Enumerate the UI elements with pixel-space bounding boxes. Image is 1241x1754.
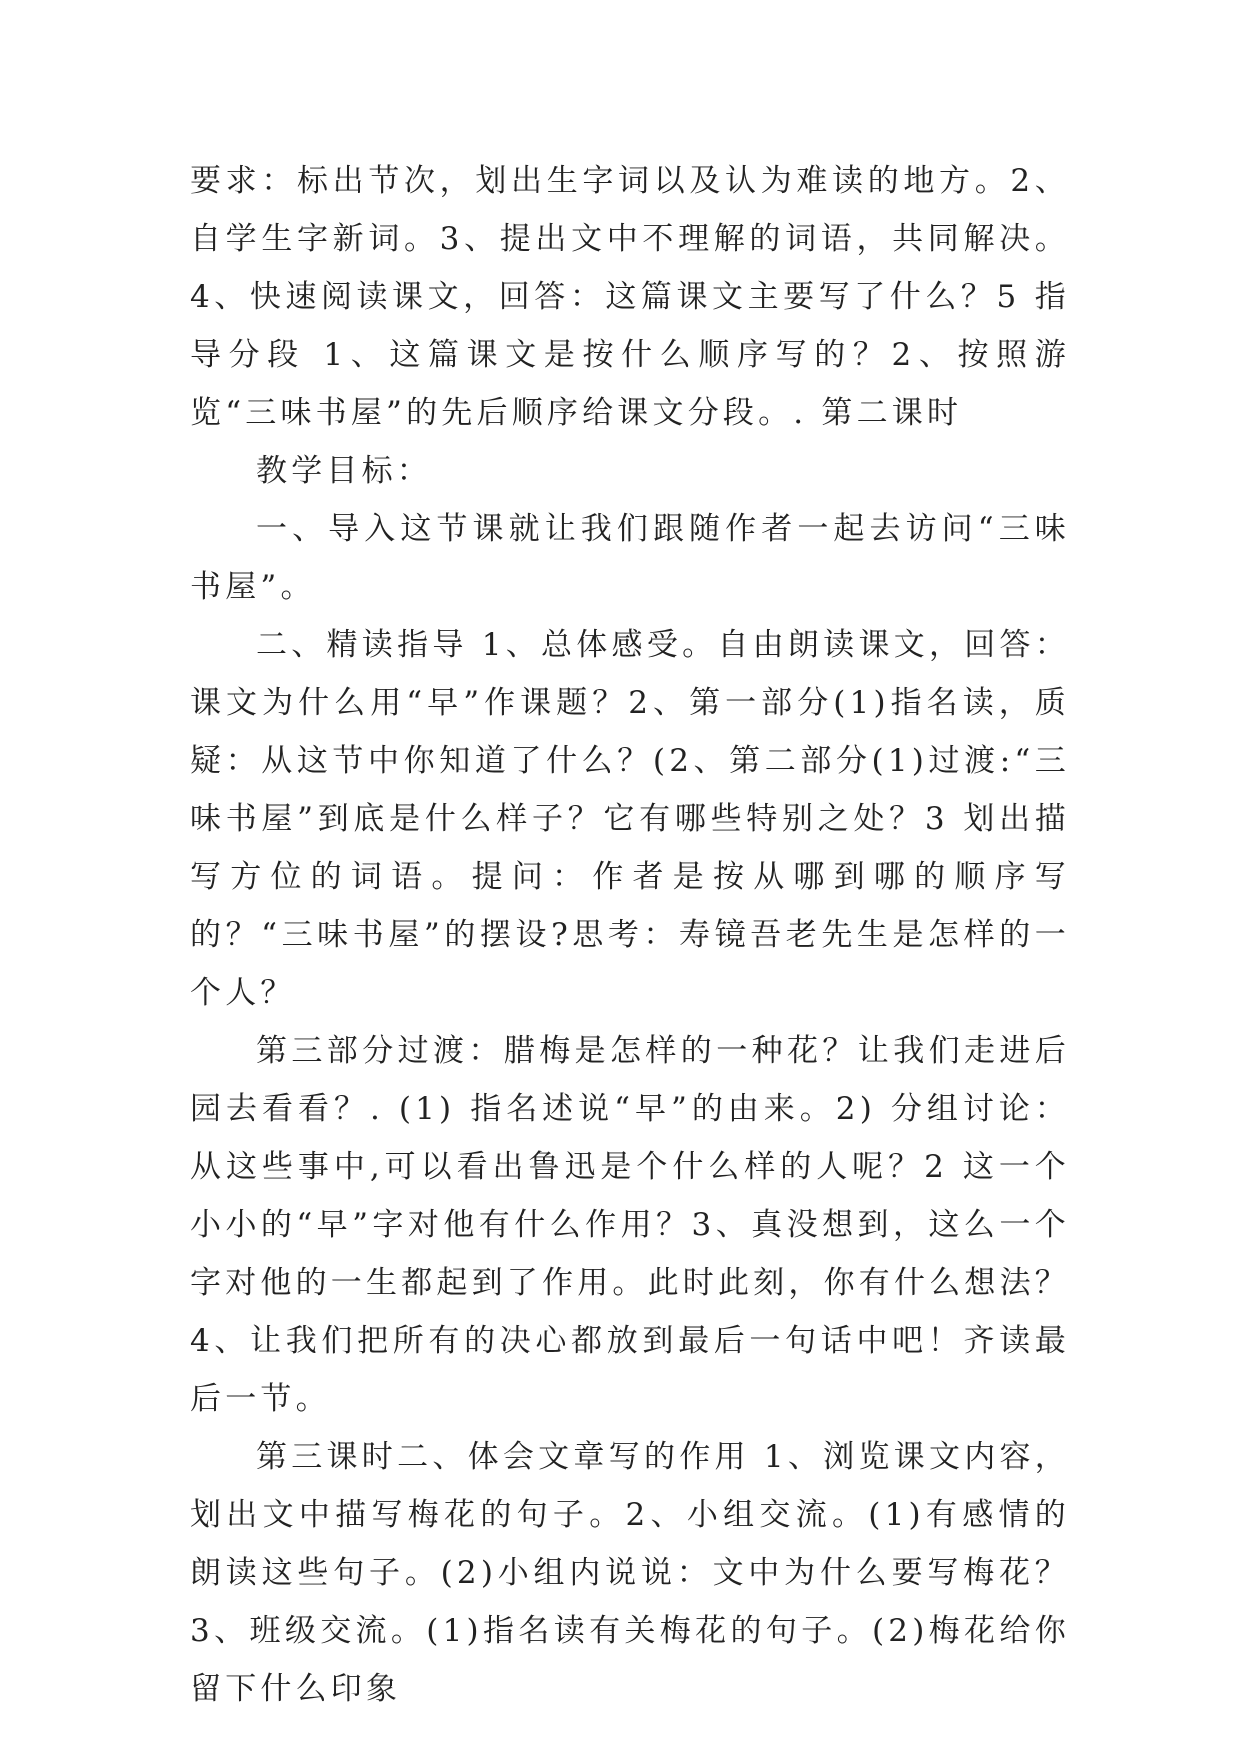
paragraph-3: 一、导入这节课就让我们跟随作者一起去访问“三味书屋”。 [190, 511, 1070, 605]
paragraph-6: 第三课时二、体会文章写的作用 1、浏览课文内容，划出文中描写梅花的句子。2、小组交流。(1)有感情的朗读这些句子。(2)小组内说说：文中为什么要写梅花？3、班级交流。(1)指名读有关梅花的句子。(2)梅花给你留下什么印象 [190, 1439, 1070, 1707]
document-body [190, 152, 1070, 1718]
paragraph-2: 教学目标： [256, 453, 432, 489]
paragraph-4: 二、精读指导 1、总体感受。自由朗读课文，回答：课文为什么用“早”作课题？2、第一部分(1)指名读，质疑：从这节中你知道了什么？(2、第二部分(1)过渡:“三味书屋”到底是什么样子？它有哪些特别之处？3 划出描写方位的词语。提问：作者是按从哪到哪的顺序写的？“三味书屋”的摆设?思考：寿镜吾老先生是怎样的一个人？ [190, 627, 1070, 1011]
paragraph-1: 要求：标出节次，划出生字词以及认为难读的地方。2、自学生字新词。3、提出文中不理解的词语，共同解决。4、快速阅读课文，回答：这篇课文主要写了什么？5 指导分段 1、这篇课文是按什么顺序写的？2、按照游览“三味书屋”的先后顺序给课文分段。. 第二课时 [190, 163, 1070, 431]
paragraph-5: 第三部分过渡：腊梅是怎样的一种花？让我们走进后园去看看？. (1) 指名述说“早”的由来。2) 分组讨论：从这些事中,可以看出鲁迅是个什么样的人呢？2 这一个小小的“早”字对他有什么作用？3、真没想到，这么一个字对他的一生都起到了作用。此时此刻，你有什么想法？4、让我们把所有的决心都放到最后一句话中吧！齐读最后一节。 [190, 1033, 1070, 1417]
